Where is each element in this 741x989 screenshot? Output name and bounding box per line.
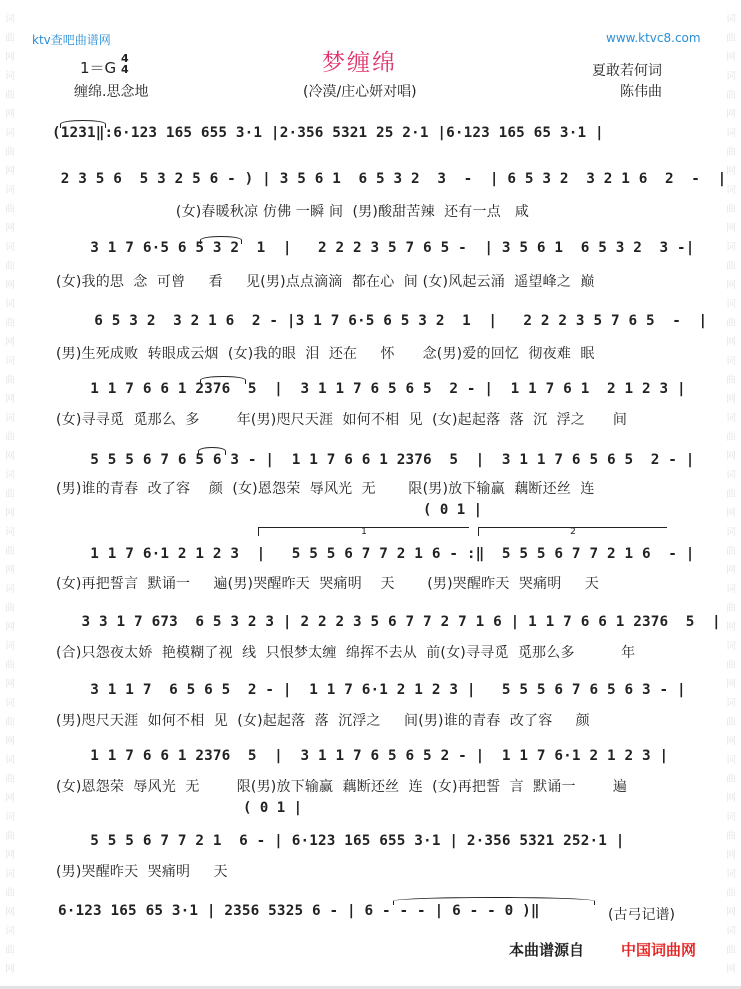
notation: 6 5 3 2 3 2 1 6 2 - |3 1 7 6·5 6 5 3 2 1 | 2 2 2 3 5 7 6 5 - | — [68, 313, 708, 329]
slur-arc — [200, 376, 246, 384]
pickup-marker: ( 0 1 | — [243, 800, 303, 816]
time-signature: 4 4 — [121, 52, 129, 76]
slur-arc — [60, 120, 106, 128]
expression-mark: 缠绵.思念地 — [74, 84, 149, 100]
lyrics: (女)春暖秋凉 仿佛 一瞬 间 (男)酸甜苦辣 还有一点 咸 — [55, 204, 530, 220]
lyrics: (女)寻寻觅 觅那么 多 年(男)咫尺天涯 如何不相 见 (女)起起落 落 沉 浮之 间 — [56, 412, 628, 428]
site-url-right[interactable]: www.ktvc8.com — [606, 31, 701, 45]
lyrics: (女)我的思 念 可曾 看 见(男)点点滴滴 都在心 间 (女)风起云涌 遥望峰之 巅 — [56, 274, 595, 290]
pickup-marker: ( 0 1 | — [423, 502, 483, 518]
slur-arc — [198, 447, 226, 455]
tie-arc — [393, 897, 595, 905]
site-name-left[interactable]: ktv查吧曲谱网 — [32, 33, 111, 47]
transcriber-note: (古弓记谱) — [608, 907, 675, 923]
singers: (冷漠/庄心妍对唱) — [303, 84, 417, 100]
notation: 1 1 7 6·1 2 1 2 3 | 5 5 5 6 7 7 2 1 6 - :‖ 5 5 5 6 7 7 2 1 6 - | — [64, 546, 695, 562]
lyrics: (男)谁的青春 改了容 颜 (女)恩怨荣 辱风光 无 限(男)放下输赢 藕断还丝 连 — [56, 481, 595, 497]
lyrics: (男)生死成败 转眼成云烟 (女)我的眼 泪 还在 怀 念(男)爱的回忆 彻夜难 眠 — [56, 346, 595, 362]
notation: 1 1 7 6 6 1 2376 5 | 3 1 1 7 6 5 6 5 2 - | 1 1 7 6·1 2 1 2 3 | — [64, 748, 669, 764]
source-site-link[interactable]: 中国词曲网 — [621, 941, 697, 959]
song-title: 梦缠绵 — [322, 50, 397, 76]
watermark-right: 词 曲 网 词 曲 网 词 曲 网 词 曲 网 词 曲 网 词 曲 网 词 曲 网 词 曲 网 词 曲 网 词 曲 网 词 曲 网 词 曲 网 词 曲 网 词 曲 网 词 曲 网 词 曲 网 词 曲 网 — [726, 14, 736, 975]
lyrics: (女)恩怨荣 辱风光 无 限(男)放下输赢 藕断还丝 连 (女)再把誓 言 默诵一 遍 — [56, 779, 628, 795]
lyrics: (男)哭醒昨天 哭痛明 天 — [56, 864, 228, 880]
notation: 5 5 5 6 7 7 2 1 6 - | 6·123 165 655 3·1 | 2·356 5321 252·1 | — [64, 833, 625, 849]
composer-credit: 陈伟曲 — [620, 84, 662, 100]
notation: (1231‖:6·123 165 655 3·1 |2·356 5321 25 2·1 |6·123 165 65 3·1 | — [52, 125, 604, 141]
key-signature: 1＝G — [80, 59, 117, 77]
volta-1: 1 — [258, 527, 469, 536]
lyricist-credit: 夏敢若何词 — [592, 63, 662, 79]
lyrics: (合)只怨夜太娇 艳模糊了视 线 只恨梦太缠 绵挥不去从 前(女)寻寻觅 觅那么多 年 — [56, 645, 636, 661]
notation: 2 3 5 6 5 3 2 5 6 - ) | 3 5 6 1 6 5 3 2 3 - | 6 5 3 2 3 2 1 6 2 - | — [52, 171, 727, 187]
notation: 5 5 5 6 7 6 5 6 3 - | 1 1 7 6 6 1 2376 5 | 3 1 1 7 6 5 6 5 2 - | — [64, 452, 695, 468]
watermark-left: 词 曲 网 词 曲 网 词 曲 网 词 曲 网 词 曲 网 词 曲 网 词 曲 网 词 曲 网 词 曲 网 词 曲 网 词 曲 网 词 曲 网 词 曲 网 词 曲 网 词 曲 网 词 曲 网 词 曲 网 — [5, 14, 15, 975]
source-label: 本曲谱源自 — [509, 941, 585, 959]
notation: 3 1 1 7 6 5 6 5 2 - | 1 1 7 6·1 2 1 2 3 | 5 5 5 6 7 6 5 6 3 - | — [64, 682, 686, 698]
notation: 1 1 7 6 6 1 2376 5 | 3 1 1 7 6 5 6 5 2 - | 1 1 7 6 1 2 1 2 3 | — [64, 381, 686, 397]
volta-2: 2 — [478, 527, 667, 536]
lyrics: (女)再把誓言 默诵一 遍(男)哭醒昨天 哭痛明 天 (男)哭醒昨天 哭痛明 天 — [56, 576, 599, 592]
slur-arc — [200, 236, 242, 244]
notation: 6·123 165 65 3·1 | 2356 5325 6 - | 6 - - - | 6 - - 0 )‖ — [58, 903, 540, 919]
lyrics: (男)咫尺天涯 如何不相 见 (女)起起落 落 沉浮之 间(男)谁的青春 改了容 颜 — [56, 713, 590, 729]
notation: 3 1 7 6·5 6 5 3 2 1 | 2 2 2 3 5 7 6 5 - | 3 5 6 1 6 5 3 2 3 -| — [64, 240, 695, 256]
notation: 3 3 1 7 673 6 5 3 2 3 | 2 2 2 3 5 6 7 7 2 7 1 6 | 1 1 7 6 6 1 2376 5 | — [64, 614, 721, 630]
